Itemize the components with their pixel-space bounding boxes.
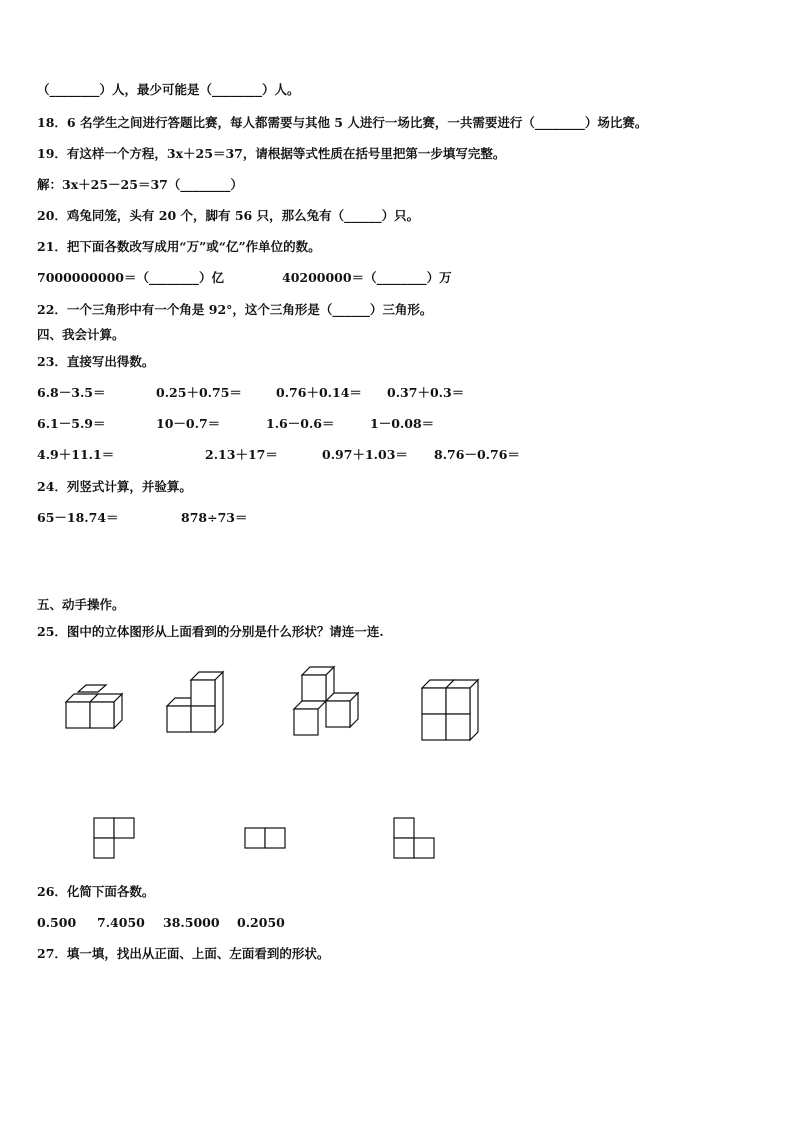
question-24: 24．列竖式计算，并验算。 xyxy=(37,479,192,494)
line-q17-continuation: （________）人，最少可能是（________）人。 xyxy=(37,82,300,97)
question-23: 23．直接写出得数。 xyxy=(37,354,155,369)
calc-item: 2.13＋17＝ xyxy=(205,447,278,462)
decimal-value: 0.2050 xyxy=(237,915,285,930)
calc-item: 8.76－0.76＝ xyxy=(434,447,520,462)
calc-item: 4.9＋11.1＝ xyxy=(37,447,115,462)
decimal-value: 0.500 xyxy=(37,915,77,930)
calc-item: 6.8－3.5＝ xyxy=(37,385,106,400)
question-21-part-a: 7000000000＝（________）亿 xyxy=(37,270,224,285)
question-24-part-b: 878÷73＝ xyxy=(181,510,248,525)
calc-item: 0.37＋0.3＝ xyxy=(387,385,465,400)
solid-figure-4 xyxy=(418,676,484,742)
calc-item: 6.1－5.9＝ xyxy=(37,416,106,431)
solid-figure-2 xyxy=(163,670,233,736)
section-4-heading: 四、我会计算。 xyxy=(37,327,125,342)
question-21-part-b: 40200000＝（________）万 xyxy=(282,270,452,285)
question-22: 22．一个三角形中有一个角是 92°，这个三角形是（______）三角形。 xyxy=(37,302,433,317)
question-18: 18．6 名学生之间进行答题比赛，每人都需要与其他 5 人进行一场比赛，一共需要进行（________）场比赛。 xyxy=(37,115,648,130)
calc-item: 0.25＋0.75＝ xyxy=(156,385,242,400)
question-19-solution: 解：3x＋25－25＝37（________） xyxy=(37,177,243,192)
top-view-shape-2 xyxy=(244,827,288,851)
calc-item: 1.6－0.6＝ xyxy=(266,416,335,431)
question-19: 19．有这样一个方程，3x＋25＝37，请根据等式性质在括号里把第一步填写完整。 xyxy=(37,146,506,161)
calc-item: 10－0.7＝ xyxy=(156,416,221,431)
top-view-shape-1 xyxy=(93,817,137,861)
top-view-shape-3 xyxy=(393,817,437,861)
calc-item: 0.76＋0.14＝ xyxy=(276,385,362,400)
solid-figure-1 xyxy=(60,682,130,732)
question-20: 20．鸡兔同笼，头有 20 个，脚有 56 只，那么兔有（______）只。 xyxy=(37,208,420,223)
solid-figure-3 xyxy=(290,665,365,737)
question-26: 26．化简下面各数。 xyxy=(37,884,155,899)
question-27: 27．填一填，找出从正面、上面、左面看到的形状。 xyxy=(37,946,330,961)
calc-item: 0.97＋1.03＝ xyxy=(322,447,408,462)
section-5-heading: 五、动手操作。 xyxy=(37,597,125,612)
question-24-part-a: 65－18.74＝ xyxy=(37,510,119,525)
question-21: 21．把下面各数改写成用“万”或“亿”作单位的数。 xyxy=(37,239,321,254)
calc-item: 1－0.08＝ xyxy=(370,416,435,431)
decimal-value: 38.5000 xyxy=(163,915,220,930)
decimal-value: 7.4050 xyxy=(97,915,145,930)
question-25: 25．图中的立体图形从上面看到的分别是什么形状？请连一连. xyxy=(37,624,384,639)
